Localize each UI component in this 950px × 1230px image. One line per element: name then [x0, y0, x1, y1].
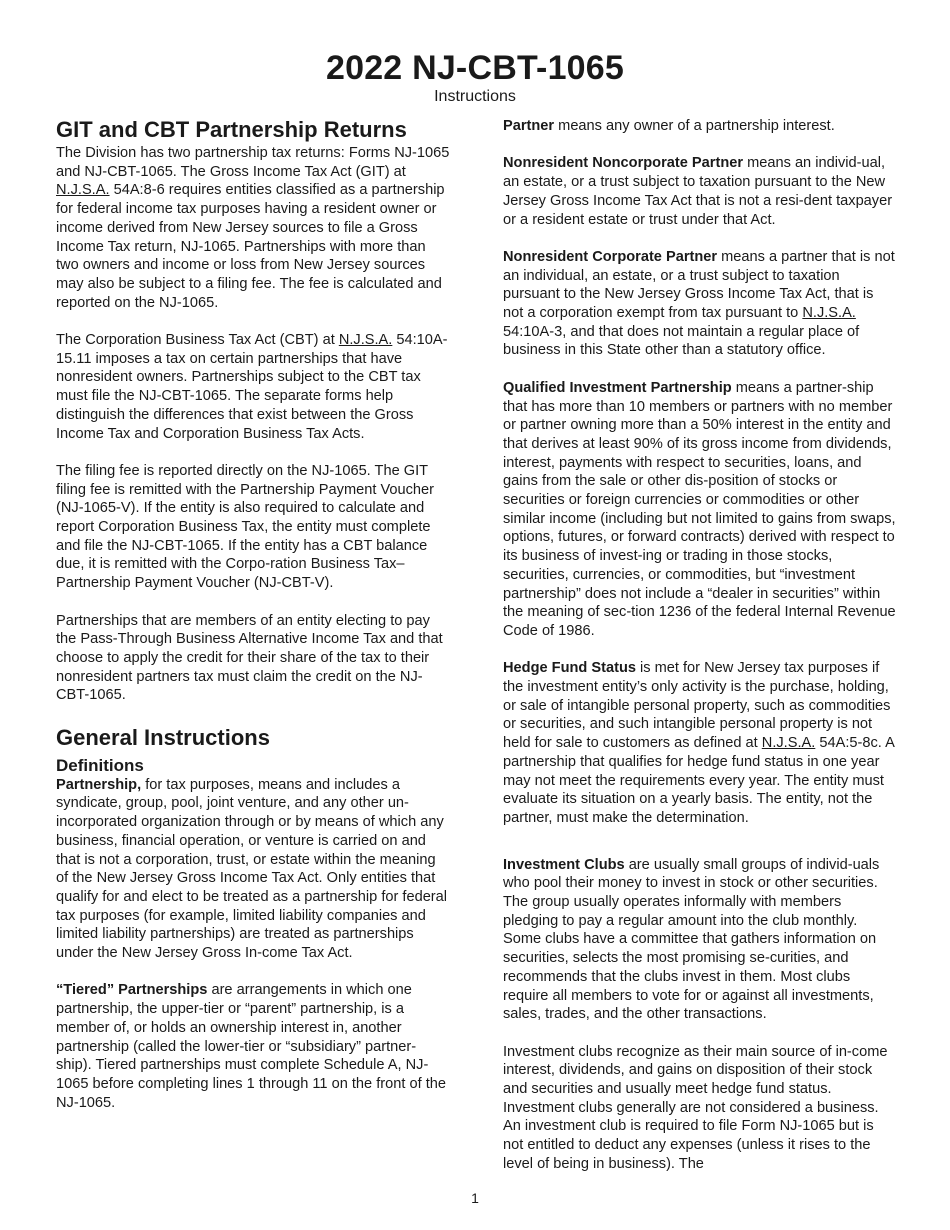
citation: N.J.S.A.	[56, 182, 110, 199]
paragraph-pass-through: Partnerships that are members of an entity electing to pay the Pass-Through Business Alternative Income Tax and that choose to apply the credit for their share of the tax to their nonresident partners tax must claim the credit on the NJ-CBT-1065.	[56, 612, 443, 704]
git-cbt-heading: GIT and CBT Partnership Returns	[56, 117, 407, 142]
definition-qualified-investment-partnership: Qualified Investment Partnership means a partner-ship that has more than 10 members or partners with no member or partner owning more than a 50% interest in the entity and that derives at least 90% of its gross income from dividends, interest, payments with respect to securities, loans, and gains from the sale or other dis-position of stocks or securities or foreign currencies or commodities or other similar income (including but not limited to gains from swaps, options, futures, or forward contracts) derived with respect to its business of invest-ing or trading in those stocks, securities, currencies, or commodities, but “investment partnership” does not include a “dealer in securities” within the meaning of sec-tion 1236 of the federal Internal Revenue Code of 1986.	[503, 379, 896, 639]
citation: N.J.S.A.	[338, 332, 393, 349]
page-title: 2022 NJ-CBT-1065	[325, 49, 625, 87]
definition-tiered-partnerships: “Tiered” Partnerships are arrangements in which one partnership, the upper-tier or “parent” partnership, is a member of, or holds an ownership interest in, another partnership (called the lower-tier or “subsidiary” partner-ship). Tiered partnerships must complete Schedule A, NJ-1065 before completing lines 1 through 11 on the front of the NJ-1065.	[56, 982, 446, 1111]
definition-partner: Partner means any owner of a partnership interest.	[503, 118, 835, 134]
right-column	[503, 117, 897, 1192]
term: Partnership,	[56, 776, 142, 793]
definitions-heading: Definitions	[56, 755, 144, 775]
term: Investment Clubs	[503, 856, 625, 873]
term: Hedge Fund Status	[503, 660, 636, 677]
definition-partnership: Partnership, for tax purposes, means and includes a syndicate, group, pool, joint venture, and any other un-incorporated organization through or by means of which any business, financial operation, or venture is carried on and that is not a corporation, trust, or estate within the meaning of the New Jersey Gross Income Tax Act. Only entities that qualify for and elect to be treated as a partnership for federal tax purposes (for example, limited liability companies and limited liability partnerships) are treated as partnerships under the New Jersey Gross In-come Tax Act.	[56, 776, 448, 962]
paragraph-git-intro: The Division has two partnership tax returns: Forms NJ-1065 and NJ-CBT-1065. The Gross Income Tax Act (GIT) at N.J.S.A. 54A:8-6 requires entities classified as a partnership for federal income tax purposes having a resident owner or income derived from New Jersey sources to file a Gross Income Tax return, NJ-1065. Partnerships with more than two owners and income or loss from New Jersey sources may also be subject to a filing fee. The fee is calculated and reported on the NJ-1065.	[56, 145, 450, 311]
page-header	[0, 48, 950, 106]
page-number: 1	[471, 1190, 479, 1206]
term: Nonresident Corporate Partner	[503, 248, 718, 265]
page-subtitle: Instructions	[434, 88, 516, 105]
citation: N.J.S.A.	[761, 735, 816, 752]
paragraph-investment-clubs-income: Investment clubs recognize as their main source of in-come interest, dividends, and gains on disposition of their stock and securities and usually meet hedge fund status. Investment clubs generally are not considered a business. An investment club is required to file Form NJ-1065 but is not entitled to deduct any expenses (unless it rises to the level of being in business). The	[503, 1043, 888, 1172]
paragraph-filing-fee: The filing fee is reported directly on the NJ-1065. The GIT filing fee is remitted with the Partnership Payment Voucher (NJ-1065-V). If the entity is also required to calculate and report Corporation Business Tax, the entity must complete and file the NJ-CBT-1065. If the entity has a CBT balance due, it is remitted with the Corpo-ration Business Tax–Partnership Payment Voucher (NJ-CBT-V).	[56, 462, 435, 592]
term: Qualified Investment Partnership	[503, 379, 732, 396]
citation: N.J.S.A.	[802, 305, 856, 321]
definition-nonresident-corporate-partner: Nonresident Corporate Partner means a partner that is not an individual, an estate, or a trust subject to taxation pursuant to the New Jersey Gross Income Tax Act, that is not a corporation exempt from tax pursuant to N.J.S.A. 54:10A-3, and that does not maintain a regular place of business in this State other than a statutory office.	[503, 248, 895, 359]
general-instructions-heading: General Instructions	[56, 724, 270, 750]
term: “Tiered” Partnerships	[56, 982, 208, 999]
definition-hedge-fund-status: Hedge Fund Status is met for New Jersey tax purposes if the investment entity’s only activity is the purchase, holding, or sale of intangible personal property, such as commodities or securities, and such intangible personal property is not held for sale to customers as defined at N.J.S.A. 54A:5-8c. A partnership that qualifies for hedge fund status in one year may not meet the requirements every year. The entity must evaluate its situation on a yearly basis. The entity, not the partner, must make the determination.	[503, 660, 895, 826]
definition-nonresident-noncorporate-partner: Nonresident Noncorporate Partner means an individ-ual, an estate, or a trust subject to taxation pursuant to the New Jersey Gross Income Tax Act that is not a resi-dent taxpayer or a resident estate or trust under that Act.	[503, 155, 893, 228]
left-column	[56, 116, 450, 1131]
paragraph-cbt-act: The Corporation Business Tax Act (CBT) at N.J.S.A. 54:10A-15.11 imposes a tax on certain partnerships that have nonresident owners. Partnerships subject to the CBT tax must file the NJ-CBT-1065. The separate forms help distinguish the differences that exist between the Gross Income Tax and Corporation Business Tax Acts.	[56, 332, 448, 442]
definition-investment-clubs: Investment Clubs are usually small groups of individ-uals who pool their money to invest in stock or other securities. The group usually operates informally with members pledging to pay a regular amount into the club monthly. Some clubs have a committee that gathers information on securities, selects the most promising se-curities, and recommends that the clubs invest in them. Most clubs require all members to vote for or against all investments, sales, trades, and the other transactions.	[503, 856, 880, 1023]
term: Nonresident Noncorporate Partner	[503, 155, 744, 172]
term: Partner	[503, 118, 555, 134]
